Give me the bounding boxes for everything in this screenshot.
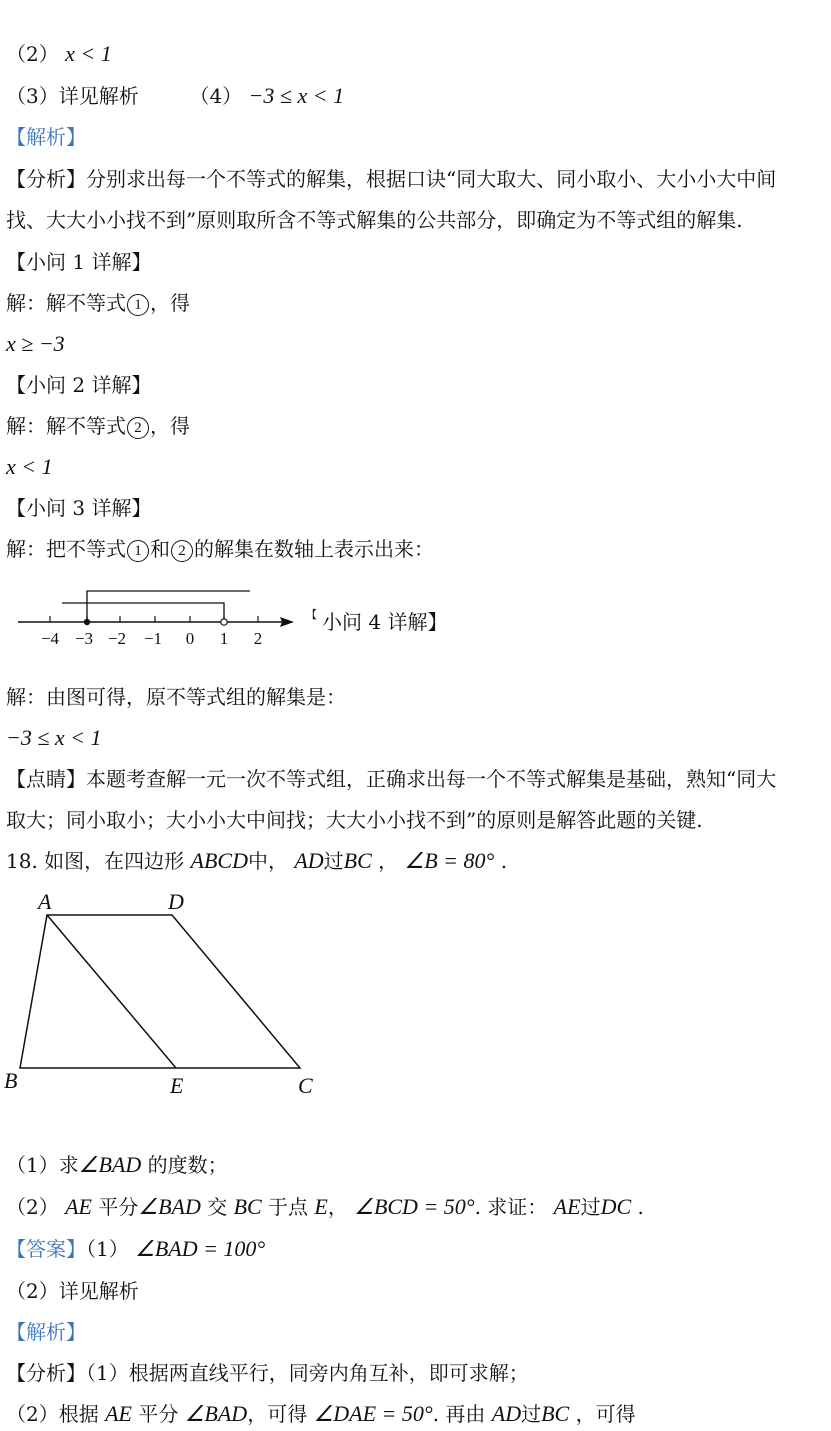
quadrilateral-abcd	[20, 915, 300, 1068]
solution-bracket-1	[87, 591, 250, 622]
analysis-text	[6, 1402, 636, 1426]
math-expr: AE	[65, 1194, 92, 1219]
analysis-text: 【分析】（1）根据两直线平行，同旁内角互补，即可求解；	[6, 1361, 529, 1385]
tick-label: −3	[74, 629, 94, 648]
math-expr: ∠B = 80°	[404, 848, 495, 873]
math-expr: AE	[105, 1401, 132, 1426]
answer-part-2	[6, 42, 112, 66]
answer-parts-3-4	[6, 84, 344, 108]
question-text: ，	[378, 849, 399, 873]
math-expr: DC	[600, 1194, 632, 1219]
inequality: x < 1	[6, 454, 53, 479]
vertex-label-d: D	[168, 889, 184, 914]
segment-ae	[47, 915, 176, 1068]
subquestion-4-heading: 小问 4 详解】	[322, 610, 448, 634]
answer-part-2: （2）详见解析	[6, 1279, 139, 1303]
circled-number: 1	[127, 540, 149, 562]
question-18	[6, 849, 507, 873]
solution-bracket-2	[62, 603, 224, 618]
math-expr: ∠BAD = 100°	[135, 1236, 266, 1261]
question-text: （2）根据	[6, 1402, 99, 1426]
question-text: .	[637, 1195, 644, 1219]
solution-text: ，得	[150, 291, 190, 315]
open-point	[221, 619, 227, 625]
bracket-fragment: 【	[306, 608, 317, 621]
question-text: 平分	[98, 1195, 139, 1219]
tick-label: −2	[107, 629, 127, 648]
part-label: （3）详见解析	[6, 84, 139, 108]
answer-tag: 【答案】	[6, 1237, 86, 1261]
answer-line	[6, 1237, 265, 1261]
remark-text: 取大；同小取小；大小小大中间找；大大小小找不到”的原则是解答此题的关键.	[6, 808, 703, 832]
tick-label: −4	[40, 629, 60, 648]
tick-label: 1	[219, 629, 229, 648]
math-expr: BC	[233, 1194, 262, 1219]
question-text: 中，	[247, 849, 288, 873]
inequality: −3 ≤ x < 1	[248, 83, 345, 108]
inequality: −3 ≤ x < 1	[6, 725, 102, 750]
question-text: 过	[323, 849, 344, 873]
question-text: 的度数；	[147, 1153, 228, 1177]
solution-line	[6, 291, 190, 316]
arrow-icon	[280, 617, 294, 627]
solution-text: 解：解不等式	[6, 291, 126, 315]
question-text: .	[500, 849, 508, 873]
subquestion-2-heading: 【小问 2 详解】	[6, 373, 152, 397]
question-text: ，	[327, 1195, 348, 1219]
math-expr: AD	[491, 1401, 522, 1426]
analysis-heading: 【解析】	[6, 1320, 86, 1344]
solution-text: 解：解不等式	[6, 414, 126, 438]
solution-line	[6, 537, 434, 562]
question-text: 于点	[268, 1195, 309, 1219]
circled-number: 2	[127, 417, 149, 439]
tick-label: −1	[143, 629, 163, 648]
question-text: 18. 如图，在四边形	[6, 849, 185, 873]
question-text: . 再由	[432, 1402, 486, 1426]
solution-line	[6, 414, 190, 439]
question-18-part-1	[6, 1153, 228, 1177]
vertex-label-a: A	[38, 889, 52, 914]
vertex-label-b: B	[4, 1068, 18, 1093]
math-expr: BC	[343, 848, 372, 873]
solution-text: 和	[150, 537, 170, 561]
question-18-part-2	[6, 1195, 644, 1219]
solution-text: 解：把不等式	[6, 537, 126, 561]
subquestion-3-heading: 【小问 3 详解】	[6, 496, 152, 520]
math-expr: ∠BAD	[138, 1194, 201, 1219]
math-expr: ∠BAD	[184, 1401, 248, 1426]
math-expr: ∠BAD	[78, 1152, 142, 1177]
question-text: ，可得	[247, 1402, 308, 1426]
math-expr: ∠BCD = 50°	[354, 1194, 475, 1219]
vertex-label-e: E	[170, 1073, 184, 1098]
inequality: x ≥ −3	[6, 331, 65, 356]
tick-label: 2	[253, 629, 263, 648]
analysis-text: 找、大大小小找不到”原则取所含不等式解集的公共部分，即确定为不等式组的解集.	[6, 208, 743, 232]
solution-text: ，得	[150, 414, 190, 438]
solution-text: 解：由图可得，原不等式组的解集是：	[6, 685, 346, 709]
math-expr: AE	[553, 1194, 581, 1219]
question-text: （1）求	[6, 1153, 79, 1177]
analysis-heading: 【解析】	[6, 125, 86, 149]
question-text: （2）	[6, 1195, 59, 1219]
vertex-label-c: C	[298, 1073, 313, 1098]
part-label: （4）	[189, 84, 243, 108]
question-text: ，可得	[575, 1402, 636, 1426]
remark-text: 【点睛】本题考查解一元一次不等式组，正确求出每一个不等式解集是基础，熟知“同大	[6, 767, 777, 791]
solution-text: 的解集在数轴上表示出来：	[194, 537, 434, 561]
analysis-text: 【分析】分别求出每一个不等式的解集，根据口诀“同大取大、同小取小、大小小大中间	[6, 167, 777, 191]
subquestion-1-heading: 【小问 1 详解】	[6, 250, 152, 274]
math-expr: ABCD	[190, 848, 248, 873]
question-text: 平分	[138, 1402, 179, 1426]
math-expr: AD	[294, 848, 324, 873]
math-expr: E	[314, 1194, 328, 1219]
quadrilateral-figure	[0, 885, 330, 1105]
part-label: （1）	[86, 1237, 129, 1261]
math-expr: BC	[541, 1401, 570, 1426]
question-text: 过	[580, 1195, 601, 1219]
closed-point	[84, 619, 90, 625]
circled-number: 2	[171, 540, 193, 562]
circled-number: 1	[127, 294, 149, 316]
inequality: x < 1	[65, 41, 112, 66]
part-label: （2）	[6, 42, 59, 66]
tick-label: 0	[185, 629, 195, 648]
question-text: 过	[521, 1402, 542, 1426]
math-expr: ∠DAE = 50°	[313, 1401, 433, 1426]
number-line-figure	[10, 580, 310, 652]
question-text: . 求证：	[474, 1195, 548, 1219]
question-text: 交	[207, 1195, 228, 1219]
